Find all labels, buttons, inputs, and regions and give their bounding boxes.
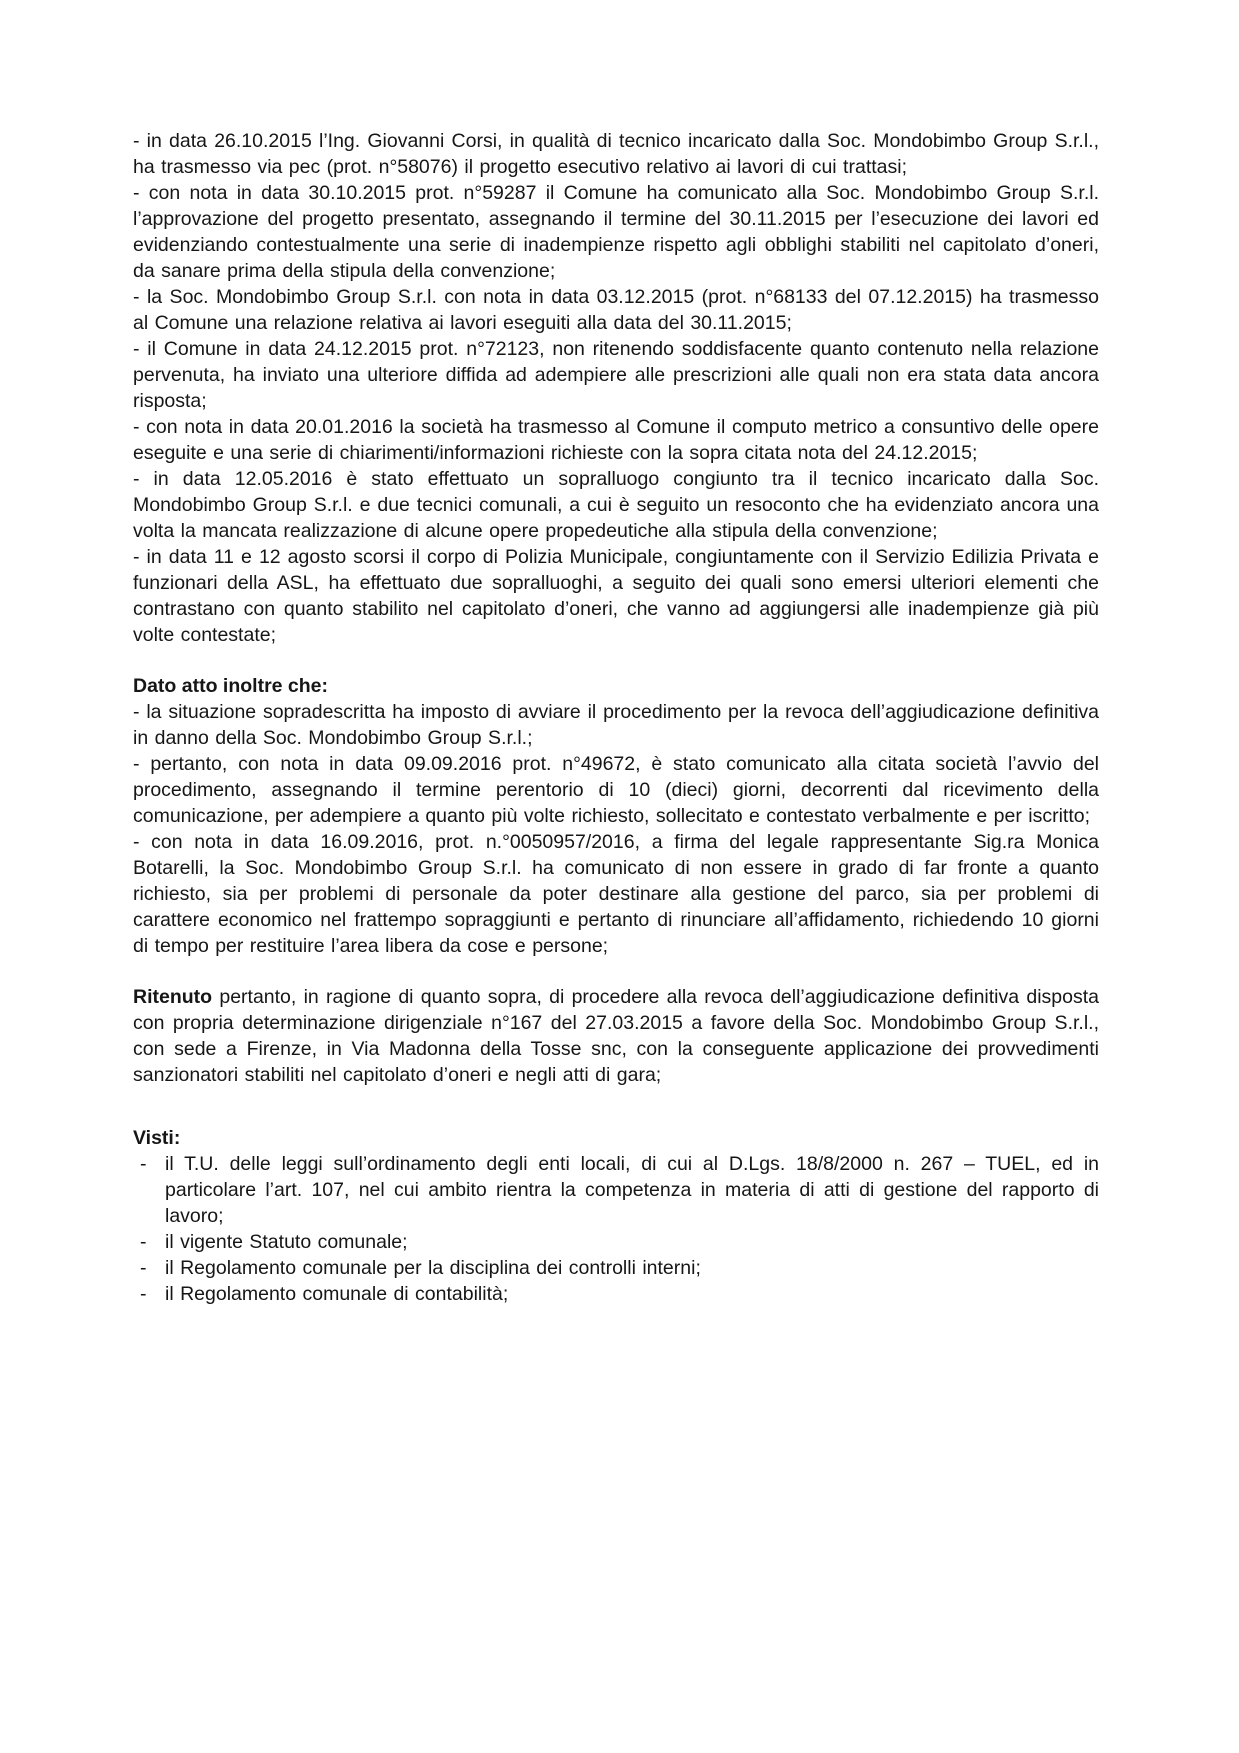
- list-item: [133, 1281, 1099, 1307]
- list-item-text: il T.U. delle leggi sull’ordinamento degli enti locali, di cui al D.Lgs. 18/8/2000 n. 267 – TUEL, ed in particolare l’art. 107, nel cui ambito rientra la competenza in materia di atti di gestione del rapporto di lavoro;: [165, 1153, 1099, 1227]
- dato-atto-paragraph-2: - pertanto, con nota in data 09.09.2016 prot. n°49672, è stato comunicato alla citata società l’avvio del procedimento, assegnando il termine perentorio di 10 (dieci) giorni, decorrenti dal ricevimento della comunicazione, per adempiere a quanto più volte richiesto, sollecitato e contestato verbalmente e per iscritto;: [133, 753, 1099, 827]
- list-item-text: il Regolamento comunale per la disciplina dei controlli interni;: [165, 1257, 701, 1279]
- section-heading-dato-atto: Dato atto inoltre che:: [133, 675, 329, 697]
- premise-paragraph-5: - con nota in data 20.01.2016 la società ha trasmesso al Comune il computo metrico a consuntivo delle opere eseguite e una serie di chiarimenti/informazioni richieste con la sopra citata nota del 24.12.2015;: [133, 416, 1099, 464]
- ritenuto-lead: Ritenuto: [133, 986, 213, 1008]
- premise-paragraph-6: - in data 12.05.2016 è stato effettuato un sopralluogo congiunto tra il tecnico incaricato dalla Soc. Mondobimbo Group S.r.l. e due tecnici comunali, a cui è seguito un resoconto che ha evidenziato ancora una volta la mancata realizzazione di alcune opere propedeutiche alla stipula della convenzione;: [133, 468, 1099, 542]
- section-heading-visti: Visti:: [133, 1127, 181, 1149]
- list-item-marker: -: [140, 1283, 147, 1305]
- visti-list: [133, 1151, 1099, 1307]
- list-item-text: il vigente Statuto comunale;: [165, 1231, 408, 1253]
- list-item: [133, 1229, 1099, 1255]
- premise-paragraph-3: - la Soc. Mondobimbo Group S.r.l. con nota in data 03.12.2015 (prot. n°68133 del 07.12.2015) ha trasmesso al Comune una relazione relativa ai lavori eseguiti alla data del 30.11.2015;: [133, 286, 1099, 334]
- ritenuto-body: pertanto, in ragione di quanto sopra, di procedere alla revoca dell’aggiudicazione definitiva disposta con propria determinazione dirigenziale n°167 del 27.03.2015 a favore della Soc. Mondobimbo Group S.r.l., con sede a Firenze, in Via Madonna della Tosse snc, con la conseguente applicazione dei provvedimenti sanzionatori stabiliti nel capitolato d’oneri e negli atti di gara;: [133, 986, 1099, 1086]
- list-item-marker: -: [140, 1231, 147, 1253]
- premise-paragraph-4: - il Comune in data 24.12.2015 prot. n°72123, non ritenendo soddisfacente quanto contenuto nella relazione pervenuta, ha inviato una ulteriore diffida ad adempiere alle prescrizioni alle quali non era stata data ancora risposta;: [133, 338, 1099, 412]
- premise-paragraph-1: - in data 26.10.2015 l’Ing. Giovanni Corsi, in qualità di tecnico incaricato dalla Soc. Mondobimbo Group S.r.l., ha trasmesso via pec (prot. n°58076) il progetto esecutivo relativo ai lavori di cui trattasi;: [133, 130, 1099, 178]
- premise-paragraph-2: - con nota in data 30.10.2015 prot. n°59287 il Comune ha comunicato alla Soc. Mondobimbo Group S.r.l. l’approvazione del progetto presentato, assegnando il termine del 30.11.2015 per l’esecuzione dei lavori ed evidenziando contestualmente una serie di inadempienze rispetto agli obblighi stabiliti nel capitolato d’oneri, da sanare prima della stipula della convenzione;: [133, 182, 1099, 282]
- list-item-marker: -: [140, 1153, 147, 1175]
- list-item-text: il Regolamento comunale di contabilità;: [165, 1283, 509, 1305]
- ritenuto-paragraph: [133, 984, 1099, 1088]
- list-item: [133, 1151, 1099, 1229]
- premise-paragraph-7: - in data 11 e 12 agosto scorsi il corpo di Polizia Municipale, congiuntamente con il Servizio Edilizia Privata e funzionari della ASL, ha effettuato due sopralluoghi, a seguito dei quali sono emersi ulteriori elementi che contrastano con quanto stabilito nel capitolato d’oneri, che vanno ad aggiungersi alle inadempienze già più volte contestate;: [133, 546, 1099, 646]
- dato-atto-paragraph-1: - la situazione sopradescritta ha imposto di avviare il procedimento per la revoca dell’aggiudicazione definitiva in danno della Soc. Mondobimbo Group S.r.l.;: [133, 701, 1099, 749]
- list-item: [133, 1255, 1099, 1281]
- dato-atto-paragraph-3: - con nota in data 16.09.2016, prot. n.°0050957/2016, a firma del legale rappresentante Sig.ra Monica Botarelli, la Soc. Mondobimbo Group S.r.l. ha comunicato di non essere in grado di far fronte a quanto richiesto, sia per problemi di personale da poter destinare alla gestione del parco, sia per problemi di carattere economico nel frattempo sopraggiunti e pertanto di rinunciare all’affidamento, richiedendo 10 giorni di tempo per restituire l’area libera da cose e persone;: [133, 831, 1099, 957]
- list-item-marker: -: [140, 1257, 147, 1279]
